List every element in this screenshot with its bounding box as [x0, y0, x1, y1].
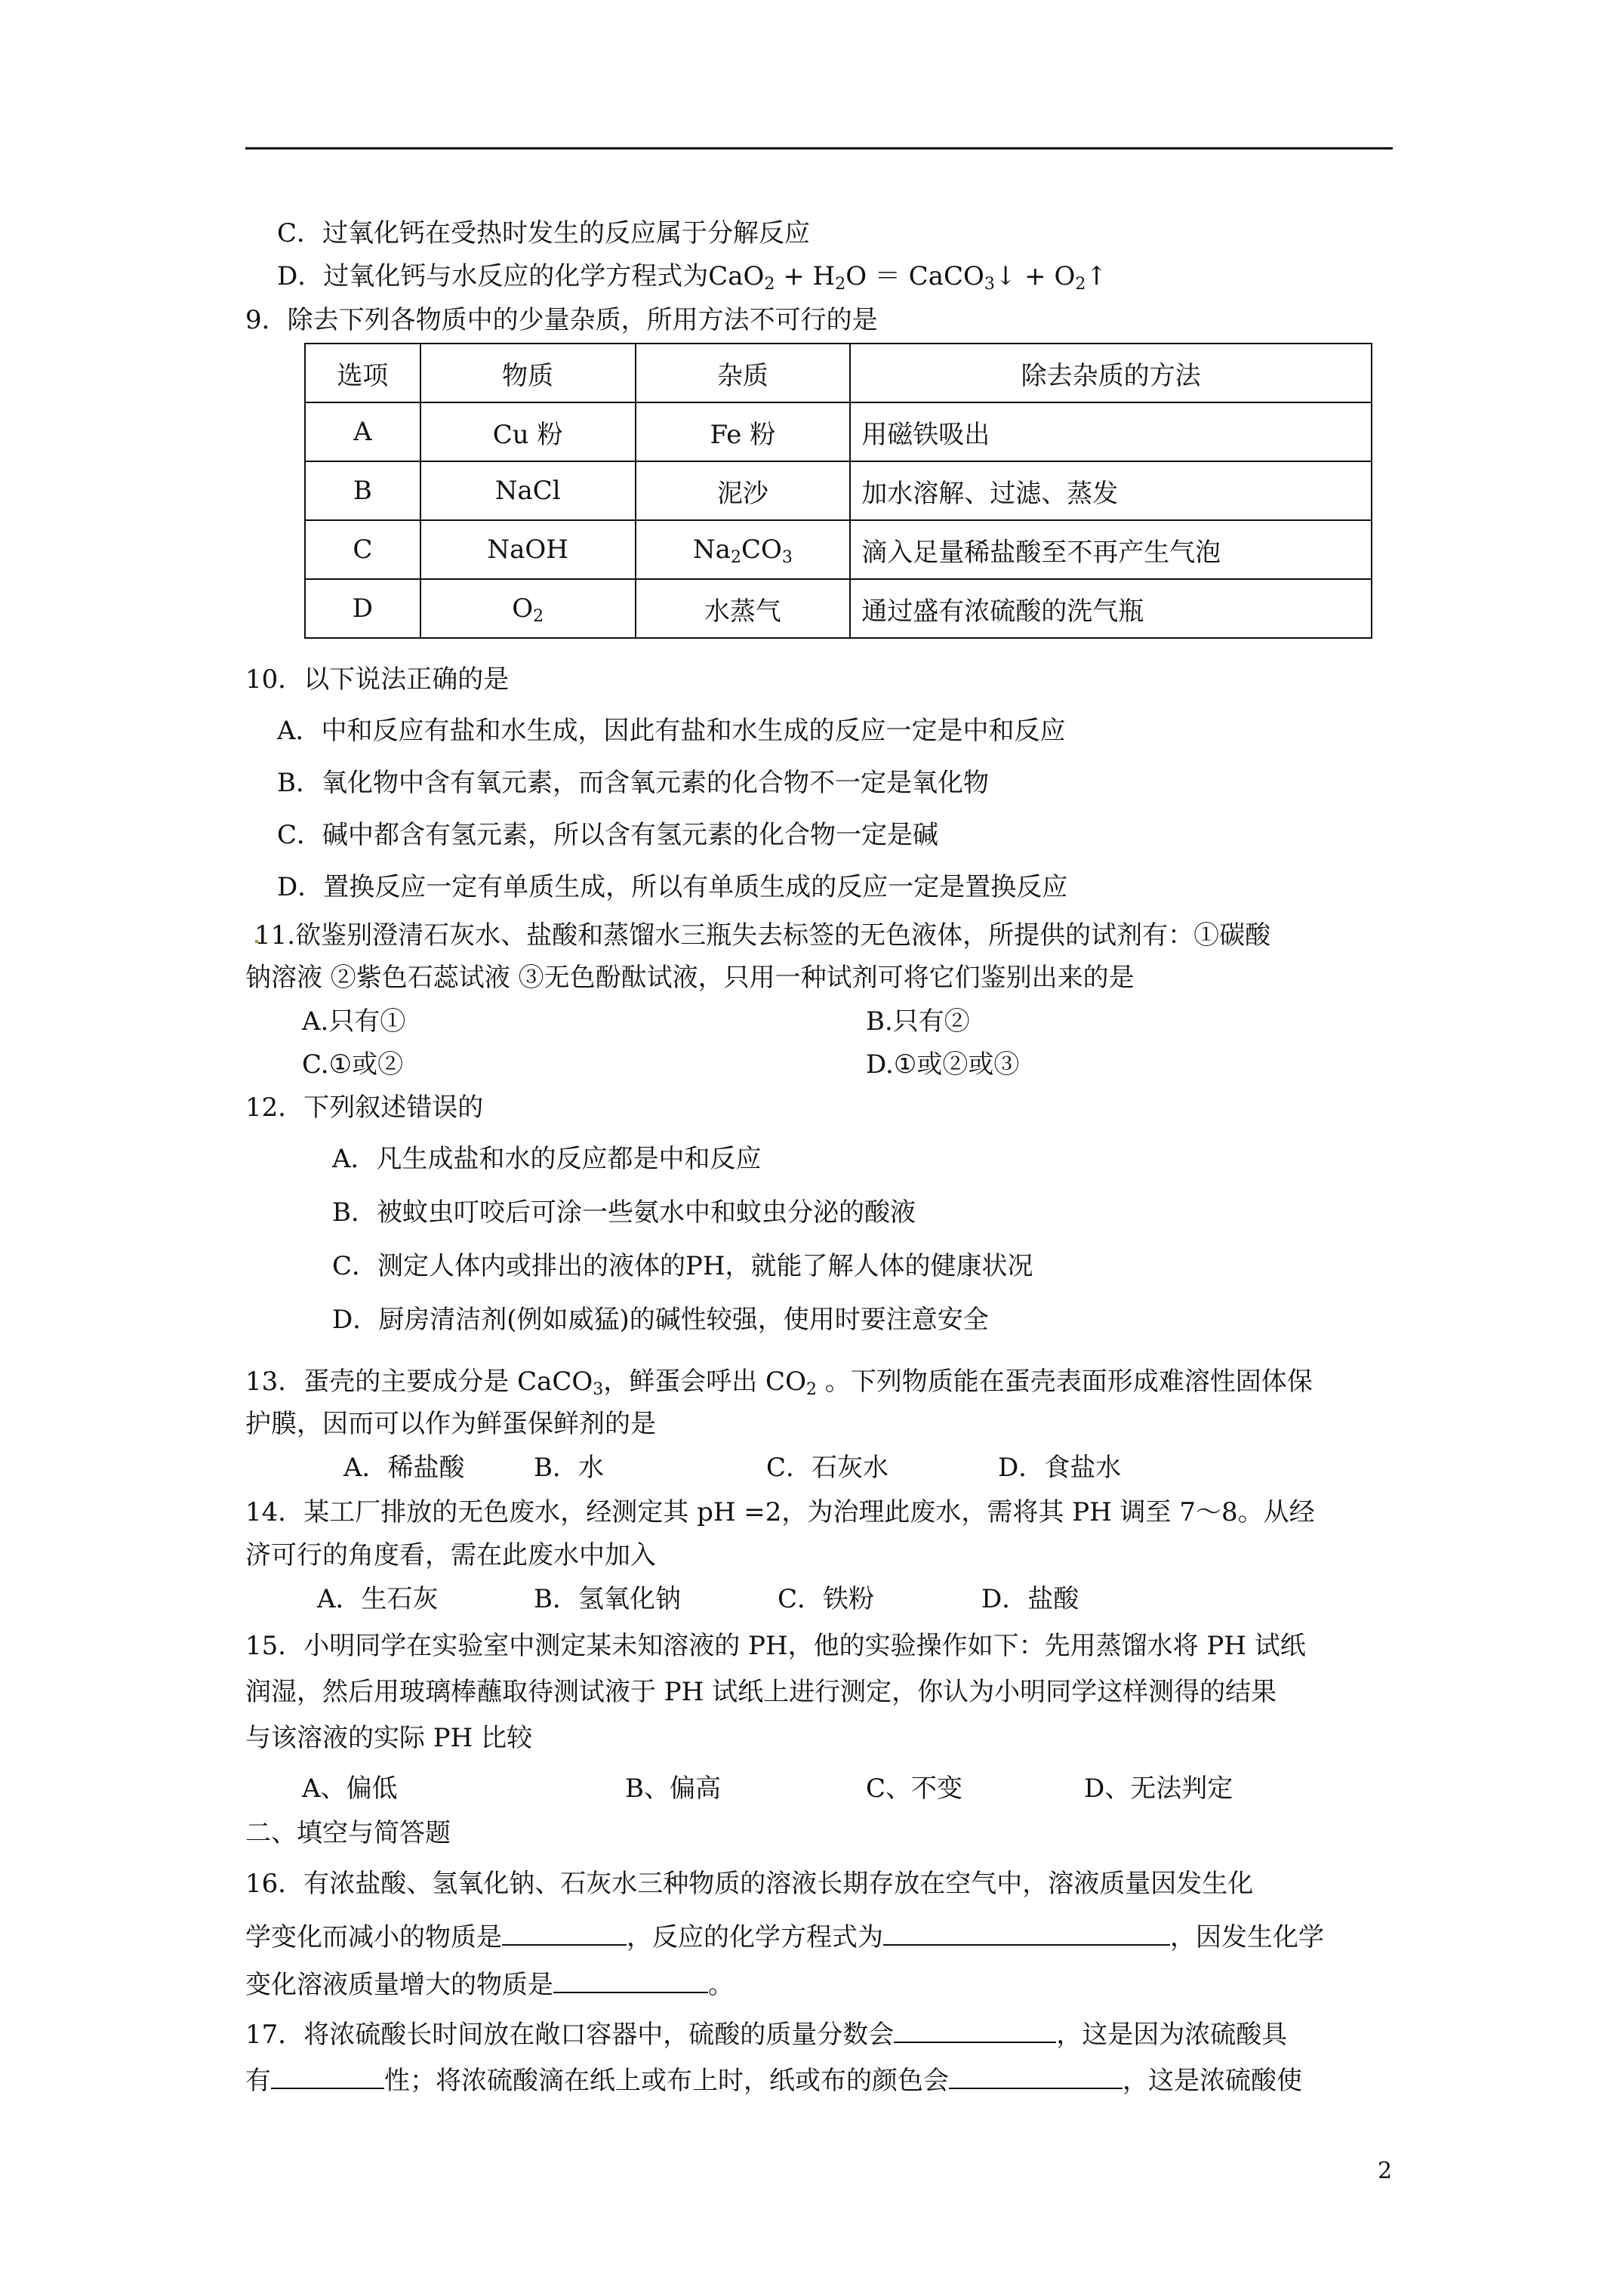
q11-stem-1: 11.欲鉴别澄清石灰水、盐酸和蒸馏水三瓶失去标签的无色液体，所提供的试剂有：①碳酸 — [254, 920, 1271, 951]
q8-option-d: D．过氧化钙与水反应的化学方程式为$CaO_2 + H_2O$ ＝ CaCO$_3$↓ + $O_2↑$ — [277, 261, 1107, 294]
row-option: B — [305, 461, 420, 520]
q9-stem: 9．除去下列各物质中的少量杂质，所用方法不可行的是 — [245, 305, 878, 335]
q14-stem-1: 14．某工厂排放的无色废水，经测定其 pH =2，为治理此废水，需将其 PH 调至 7～8。从经 — [245, 1497, 1315, 1527]
q10-stem: 10．以下说法正确的是 — [245, 664, 510, 695]
q9-table — [304, 343, 1372, 639]
q13-option-d: D．食盐水 — [998, 1453, 1122, 1483]
header-rule — [245, 147, 1393, 149]
q11-option-c: C.①或② — [302, 1049, 404, 1080]
q17-line-2: 有 性；将浓硫酸滴在纸上或布上时，纸或布的颜色会 ，这是浓硫酸使 — [245, 2066, 1302, 2096]
q15-option-a: A、偏低 — [302, 1774, 398, 1804]
header-option: 选项 — [305, 344, 420, 402]
table-row — [305, 461, 1372, 520]
answer-blank[interactable] — [553, 1969, 708, 1993]
q12-option-b: B．被蚊虫叮咬后可涂一些氨水中和蚊虫分泌的酸液 — [332, 1197, 916, 1228]
answer-blank[interactable] — [883, 1922, 1170, 1946]
row-method: 用磁铁吸出 — [850, 402, 1372, 461]
section-title: 二、填空与简答题 — [245, 1818, 451, 1848]
q13-stem-2: 护膜，因而可以作为鲜蛋保鲜剂的是 — [245, 1409, 656, 1439]
q12-stem: 12．下列叙述错误的 — [245, 1093, 484, 1123]
q14-stem-2: 济可行的角度看，需在此废水中加入 — [245, 1540, 656, 1570]
q15-option-b: B、偏高 — [625, 1774, 721, 1804]
header-method: 除去杂质的方法 — [850, 344, 1372, 402]
q11-option-d: D.①或②或③ — [866, 1049, 1020, 1080]
row-impurity: Fe 粉 — [636, 402, 851, 461]
q13-option-c: C．石灰水 — [766, 1453, 889, 1483]
row-substance: NaOH — [420, 520, 636, 579]
row-method: 滴入足量稀盐酸至不再产生气泡 — [850, 520, 1372, 579]
q16-line-2: 学变化而减小的物质是 ，反应的化学方程式为 ，因发生化学 — [245, 1922, 1324, 1952]
q11-option-a: A.只有① — [302, 1006, 406, 1037]
q15-option-d: D、无法判定 — [1084, 1774, 1233, 1804]
q15-stem-3: 与该溶液的实际 PH 比较 — [245, 1723, 533, 1753]
row-substance: Cu 粉 — [420, 402, 636, 461]
row-method: 通过盛有浓硫酸的洗气瓶 — [850, 579, 1372, 638]
q14-option-c: C．铁粉 — [778, 1584, 875, 1614]
row-substance: NaCl — [420, 461, 636, 520]
table-header-row — [305, 344, 1372, 402]
row-option: C — [305, 520, 420, 579]
row-impurity: 水蒸气 — [636, 579, 851, 638]
q12-option-c: C．测定人体内或排出的液体的PH，就能了解人体的健康状况 — [332, 1251, 1033, 1281]
q12-option-a: A．凡生成盐和水的反应都是中和反应 — [332, 1144, 762, 1174]
q10-option-c: C．碱中都含有氢元素，所以含有氢元素的化合物一定是碱 — [277, 820, 939, 850]
q14-option-a: A．生石灰 — [317, 1584, 439, 1614]
answer-blank[interactable] — [949, 2065, 1123, 2089]
q11-option-b: B.只有② — [866, 1006, 970, 1037]
table-row — [305, 402, 1372, 461]
q15-stem-1: 15．小明同学在实验室中测定某未知溶液的 PH，他的实验操作如下：先用蒸馏水将 PH 试纸 — [245, 1631, 1306, 1661]
row-option: A — [305, 402, 420, 461]
q16-line-1: 16．有浓盐酸、氢氧化钠、石灰水三种物质的溶液长期存放在空气中，溶液质量因发生化 — [245, 1869, 1254, 1899]
q10-option-d: D．置换反应一定有单质生成，所以有单质生成的反应一定是置换反应 — [277, 872, 1068, 902]
header-impurity: 杂质 — [636, 344, 851, 402]
q17-line-1: 17．将浓硫酸长时间放在敞口容器中，硫酸的质量分数会 ，这是因为浓硫酸具 — [245, 2020, 1288, 2050]
q12-option-d: D．厨房清洁剂(例如威猛)的碱性较强，使用时要注意安全 — [332, 1305, 989, 1335]
answer-blank[interactable] — [271, 2065, 384, 2089]
q13-option-b: B．水 — [534, 1453, 604, 1483]
row-impurity: 泥沙 — [636, 461, 851, 520]
q11-stem-2: 钠溶液 ②紫色石蕊试液 ③无色酚酞试液，只用一种试剂可将它们鉴别出来的是 — [245, 963, 1135, 993]
row-option: D — [305, 579, 420, 638]
q14-option-b: B．氢氧化钠 — [534, 1584, 681, 1614]
header-substance: 物质 — [420, 344, 636, 402]
answer-blank[interactable] — [894, 2019, 1056, 2043]
row-substance: $O_2$ — [420, 579, 636, 638]
q16-line-3: 变化溶液质量增大的物质是 。 — [245, 1970, 734, 2000]
table-row — [305, 520, 1372, 579]
page-number: 2 — [1378, 2158, 1393, 2184]
q15-option-c: C、不变 — [866, 1774, 963, 1804]
row-impurity: $Na_2CO_3$ — [636, 520, 851, 579]
answer-blank[interactable] — [502, 1922, 627, 1946]
q13-option-a: A．稀盐酸 — [343, 1453, 465, 1483]
q15-stem-2: 润湿，然后用玻璃棒蘸取待测试液于 PH 试纸上进行测定，你认为小明同学这样测得的结果 — [245, 1677, 1277, 1707]
q13-stem-1: 13．蛋壳的主要成分是 CaCO$_3$，鲜蛋会呼出 $CO_2$ 。下列物质能在蛋壳表面形成难溶性固体保 — [245, 1367, 1313, 1399]
q10-option-a: A．中和反应有盐和水生成，因此有盐和水生成的反应一定是中和反应 — [277, 716, 1066, 746]
q8-option-c: C．过氧化钙在受热时发生的反应属于分解反应 — [277, 218, 811, 248]
q8-equation: $CaO_2 + H_2O$ ＝ CaCO$_3$↓ + $O_2↑$ — [708, 261, 1107, 294]
q14-option-d: D．盐酸 — [981, 1584, 1079, 1614]
row-method: 加水溶解、过滤、蒸发 — [850, 461, 1372, 520]
table-row — [305, 579, 1372, 638]
q10-option-b: B．氧化物中含有氧元素，而含氧元素的化合物不一定是氧化物 — [277, 768, 989, 798]
